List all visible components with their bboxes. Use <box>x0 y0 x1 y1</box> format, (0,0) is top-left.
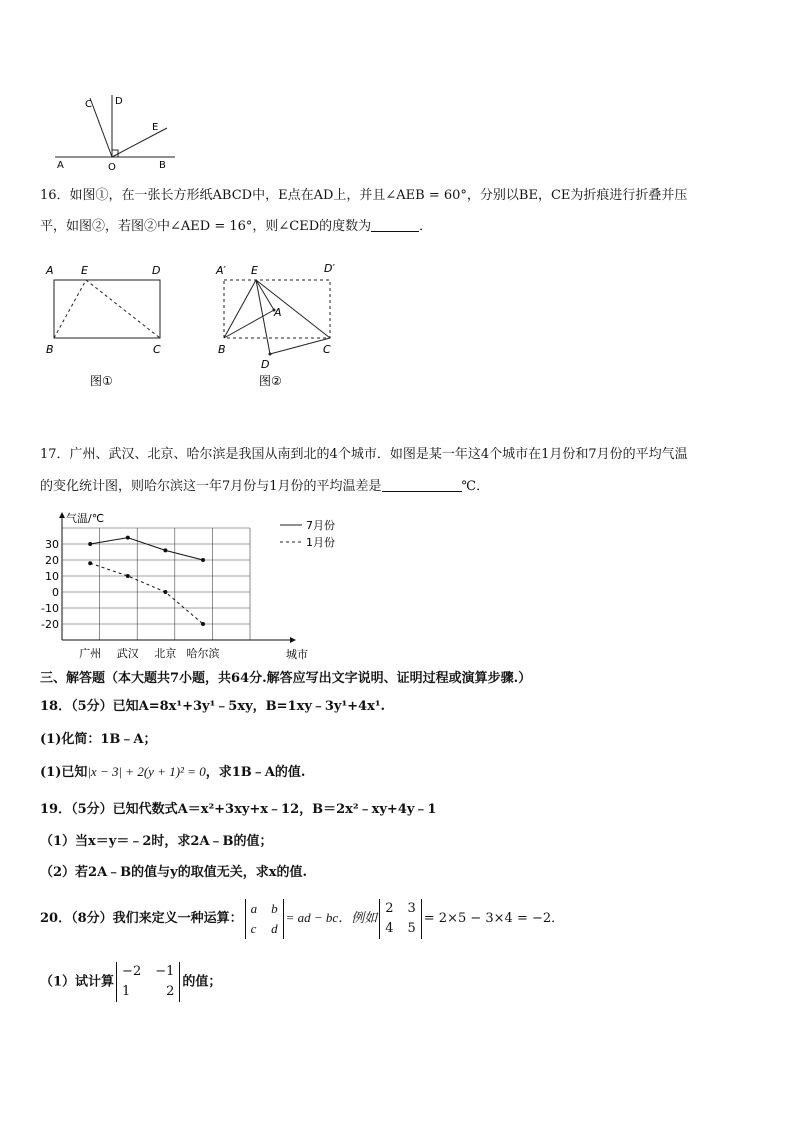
determinant-example: 2 3 4 5 <box>379 899 422 939</box>
chart-series <box>88 536 205 626</box>
svg-text:B: B <box>46 343 54 356</box>
x-axis-arrow <box>290 637 296 643</box>
svg-text:A: A <box>274 306 282 319</box>
angle-figure <box>55 90 185 175</box>
x-tick-label: 哈尔滨 <box>186 647 220 660</box>
ray-oc <box>90 98 112 157</box>
temperature-chart <box>40 508 360 663</box>
y-axis-label: 气温/℃ <box>66 512 105 525</box>
determinant-definition: a b c d <box>245 899 284 939</box>
svg-text:E: E <box>251 264 258 277</box>
q17-line1: 17．广州、武汉、北京、哈尔滨是我国从南到北的4个城市．如图是某一年这4个城市在1月份和7月份的平均气温 <box>40 447 688 462</box>
chart-axes <box>59 512 296 643</box>
svg-text:C: C <box>153 343 161 356</box>
rect-figure-1 <box>40 258 180 393</box>
determinant-calc: −2 −1 1 2 <box>116 962 180 1002</box>
svg-text:D′: D′ <box>324 262 335 275</box>
y-tick-label: 20 <box>45 554 59 567</box>
caption-fig1: 图① <box>90 374 113 388</box>
q17-line2: 的变化统计图，则哈尔滨这一年7月份与1月份的平均温差是 ℃． <box>40 479 490 494</box>
svg-text:B: B <box>218 343 226 356</box>
q18-line1: 18．（5分）已知A=8x¹+3y¹﹣5xy，B=1xy﹣3y¹+4x¹. <box>40 699 386 714</box>
y-tick-label: 30 <box>45 538 59 551</box>
svg-text:D: D <box>261 358 270 371</box>
label-d: D <box>115 96 123 107</box>
y-tick-label: -20 <box>41 618 59 631</box>
svg-text:D: D <box>152 264 161 277</box>
data-point <box>88 561 92 565</box>
data-point <box>126 536 130 540</box>
q18-line2: (1)化简：1B﹣A； <box>40 732 157 747</box>
svg-text:E: E <box>81 264 88 277</box>
label-c: C <box>85 99 92 110</box>
q19-line1: 19．（5分）已知代数式A＝x²+3xy+x﹣12，B＝2x²﹣xy+4y﹣1 <box>40 802 437 817</box>
y-tick-labels <box>41 538 59 631</box>
label-b: B <box>159 160 166 171</box>
data-point <box>201 558 205 562</box>
label-a: A <box>57 160 64 171</box>
x-tick-labels <box>79 646 219 660</box>
series-line-0 <box>90 538 203 560</box>
chart-legend <box>280 519 335 549</box>
data-point <box>126 574 130 578</box>
data-point <box>88 542 92 546</box>
y-tick-label: 0 <box>52 586 59 599</box>
label-o: O <box>108 162 116 173</box>
x-axis-label: 城市 <box>286 648 308 661</box>
q19-line3: （2）若2A﹣B的值与y的取值无关，求x的值. <box>40 865 307 880</box>
q20-line2: （1）试计算 −2 −1 1 2 的值； <box>40 962 221 1003</box>
svg-text:C: C <box>323 343 331 356</box>
answer-blank[interactable] <box>382 477 462 492</box>
section3-heading: 三、解答题（本大题共7小题，共64分.解答应写出文字说明、证明过程或演算步骤.） <box>40 671 532 686</box>
svg-text:A: A <box>46 264 54 277</box>
data-point <box>163 548 167 552</box>
rect-figure-2 <box>210 258 350 393</box>
label-e: E <box>152 122 159 133</box>
x-tick-label: 广州 <box>79 647 102 660</box>
q19-line2: （1）当x＝y＝﹣2时，求2A﹣B的值； <box>40 834 273 849</box>
caption-fig2: 图② <box>259 374 282 388</box>
q20-line1: 20．（8分）我们来定义一种运算： a b c d = ad − bc．例如 2 3 4 5 = 2×5 − 3×4 = −2． <box>40 898 564 939</box>
q18-line3: (1)已知|x − 3| + 2(y + 1)² = 0，求1B﹣A的值. <box>40 764 306 780</box>
legend-label-july: 7月份 <box>306 519 335 532</box>
answer-blank[interactable] <box>371 217 419 232</box>
x-tick-label: 武汉 <box>116 647 139 660</box>
data-point <box>201 622 205 626</box>
q16-line2: 平，如图②，若图②中∠AED = 16°，则∠CED的度数为 ． <box>40 219 433 234</box>
y-tick-label: 10 <box>45 570 59 583</box>
equation: |x − 3| + 2(y + 1)² = 0 <box>87 764 206 779</box>
data-point <box>163 590 167 594</box>
y-tick-label: -10 <box>41 602 59 615</box>
svg-text:A′: A′ <box>216 264 227 277</box>
q16-line1: 16．如图①，在一张长方形纸ABCD中，E点在AD上，并且∠AEB = 60°，分别以BE，CE为折痕进行折叠并压 <box>40 188 688 203</box>
ray-oe <box>112 128 167 157</box>
y-axis-arrow <box>59 512 65 518</box>
x-tick-label: 北京 <box>154 647 177 660</box>
series-line-1 <box>90 563 203 624</box>
legend-label-january: 1月份 <box>306 536 335 549</box>
